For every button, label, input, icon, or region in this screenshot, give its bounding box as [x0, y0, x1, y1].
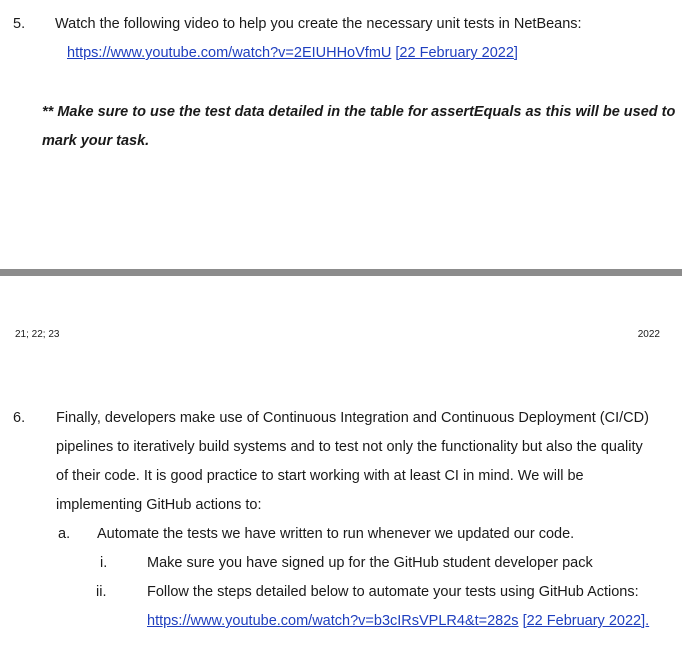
sub-a-label: a. [58, 526, 71, 542]
sub-i-label: i. [100, 555, 108, 571]
item-6-line-2: pipelines to iteratively build systems and to test not only the functionality but also the quality [56, 439, 643, 455]
sub-ii-label: ii. [96, 584, 107, 600]
item-6-line-1: Finally, developers make use of Continuous Integration and Continuous Deployment (CI/CD) [56, 410, 649, 426]
video-link-1[interactable]: https://www.youtube.com/watch?v=2EIUHHoVfmU [67, 45, 392, 61]
page-separator [0, 269, 682, 276]
sub-a-text: Automate the tests we have written to run whenever we updated our code. [97, 526, 575, 542]
item-6-number: 6. [13, 410, 26, 426]
item-5-text: Watch the following video to help you create the necessary unit tests in NetBeans: [55, 16, 582, 32]
item-6-line-3: of their code. It is good practice to start working with at least CI in mind. We will be [56, 468, 584, 484]
note-line-2: mark your task. [42, 133, 150, 149]
header-right: 2022 [637, 329, 660, 340]
video-link-1-date[interactable]: [22 February 2022] [395, 45, 518, 61]
video-link-2-date[interactable]: [22 February 2022]. [522, 613, 650, 629]
note-line-1: ** Make sure to use the test data detailed in the table for assertEquals as this will be used to [42, 104, 676, 120]
sub-ii-link-line [147, 612, 649, 630]
item-6-line-4: implementing GitHub actions to: [56, 497, 262, 513]
sub-i-text: Make sure you have signed up for the GitHub student developer pack [147, 555, 593, 571]
video-link-2[interactable]: https://www.youtube.com/watch?v=b3cIRsVPLR4&t=282s [147, 613, 519, 629]
item-5-link-line [67, 44, 518, 62]
item-5-number: 5. [13, 16, 26, 32]
sub-ii-text: Follow the steps detailed below to automate your tests using GitHub Actions: [147, 584, 639, 600]
header-left: 21; 22; 23 [15, 329, 60, 340]
